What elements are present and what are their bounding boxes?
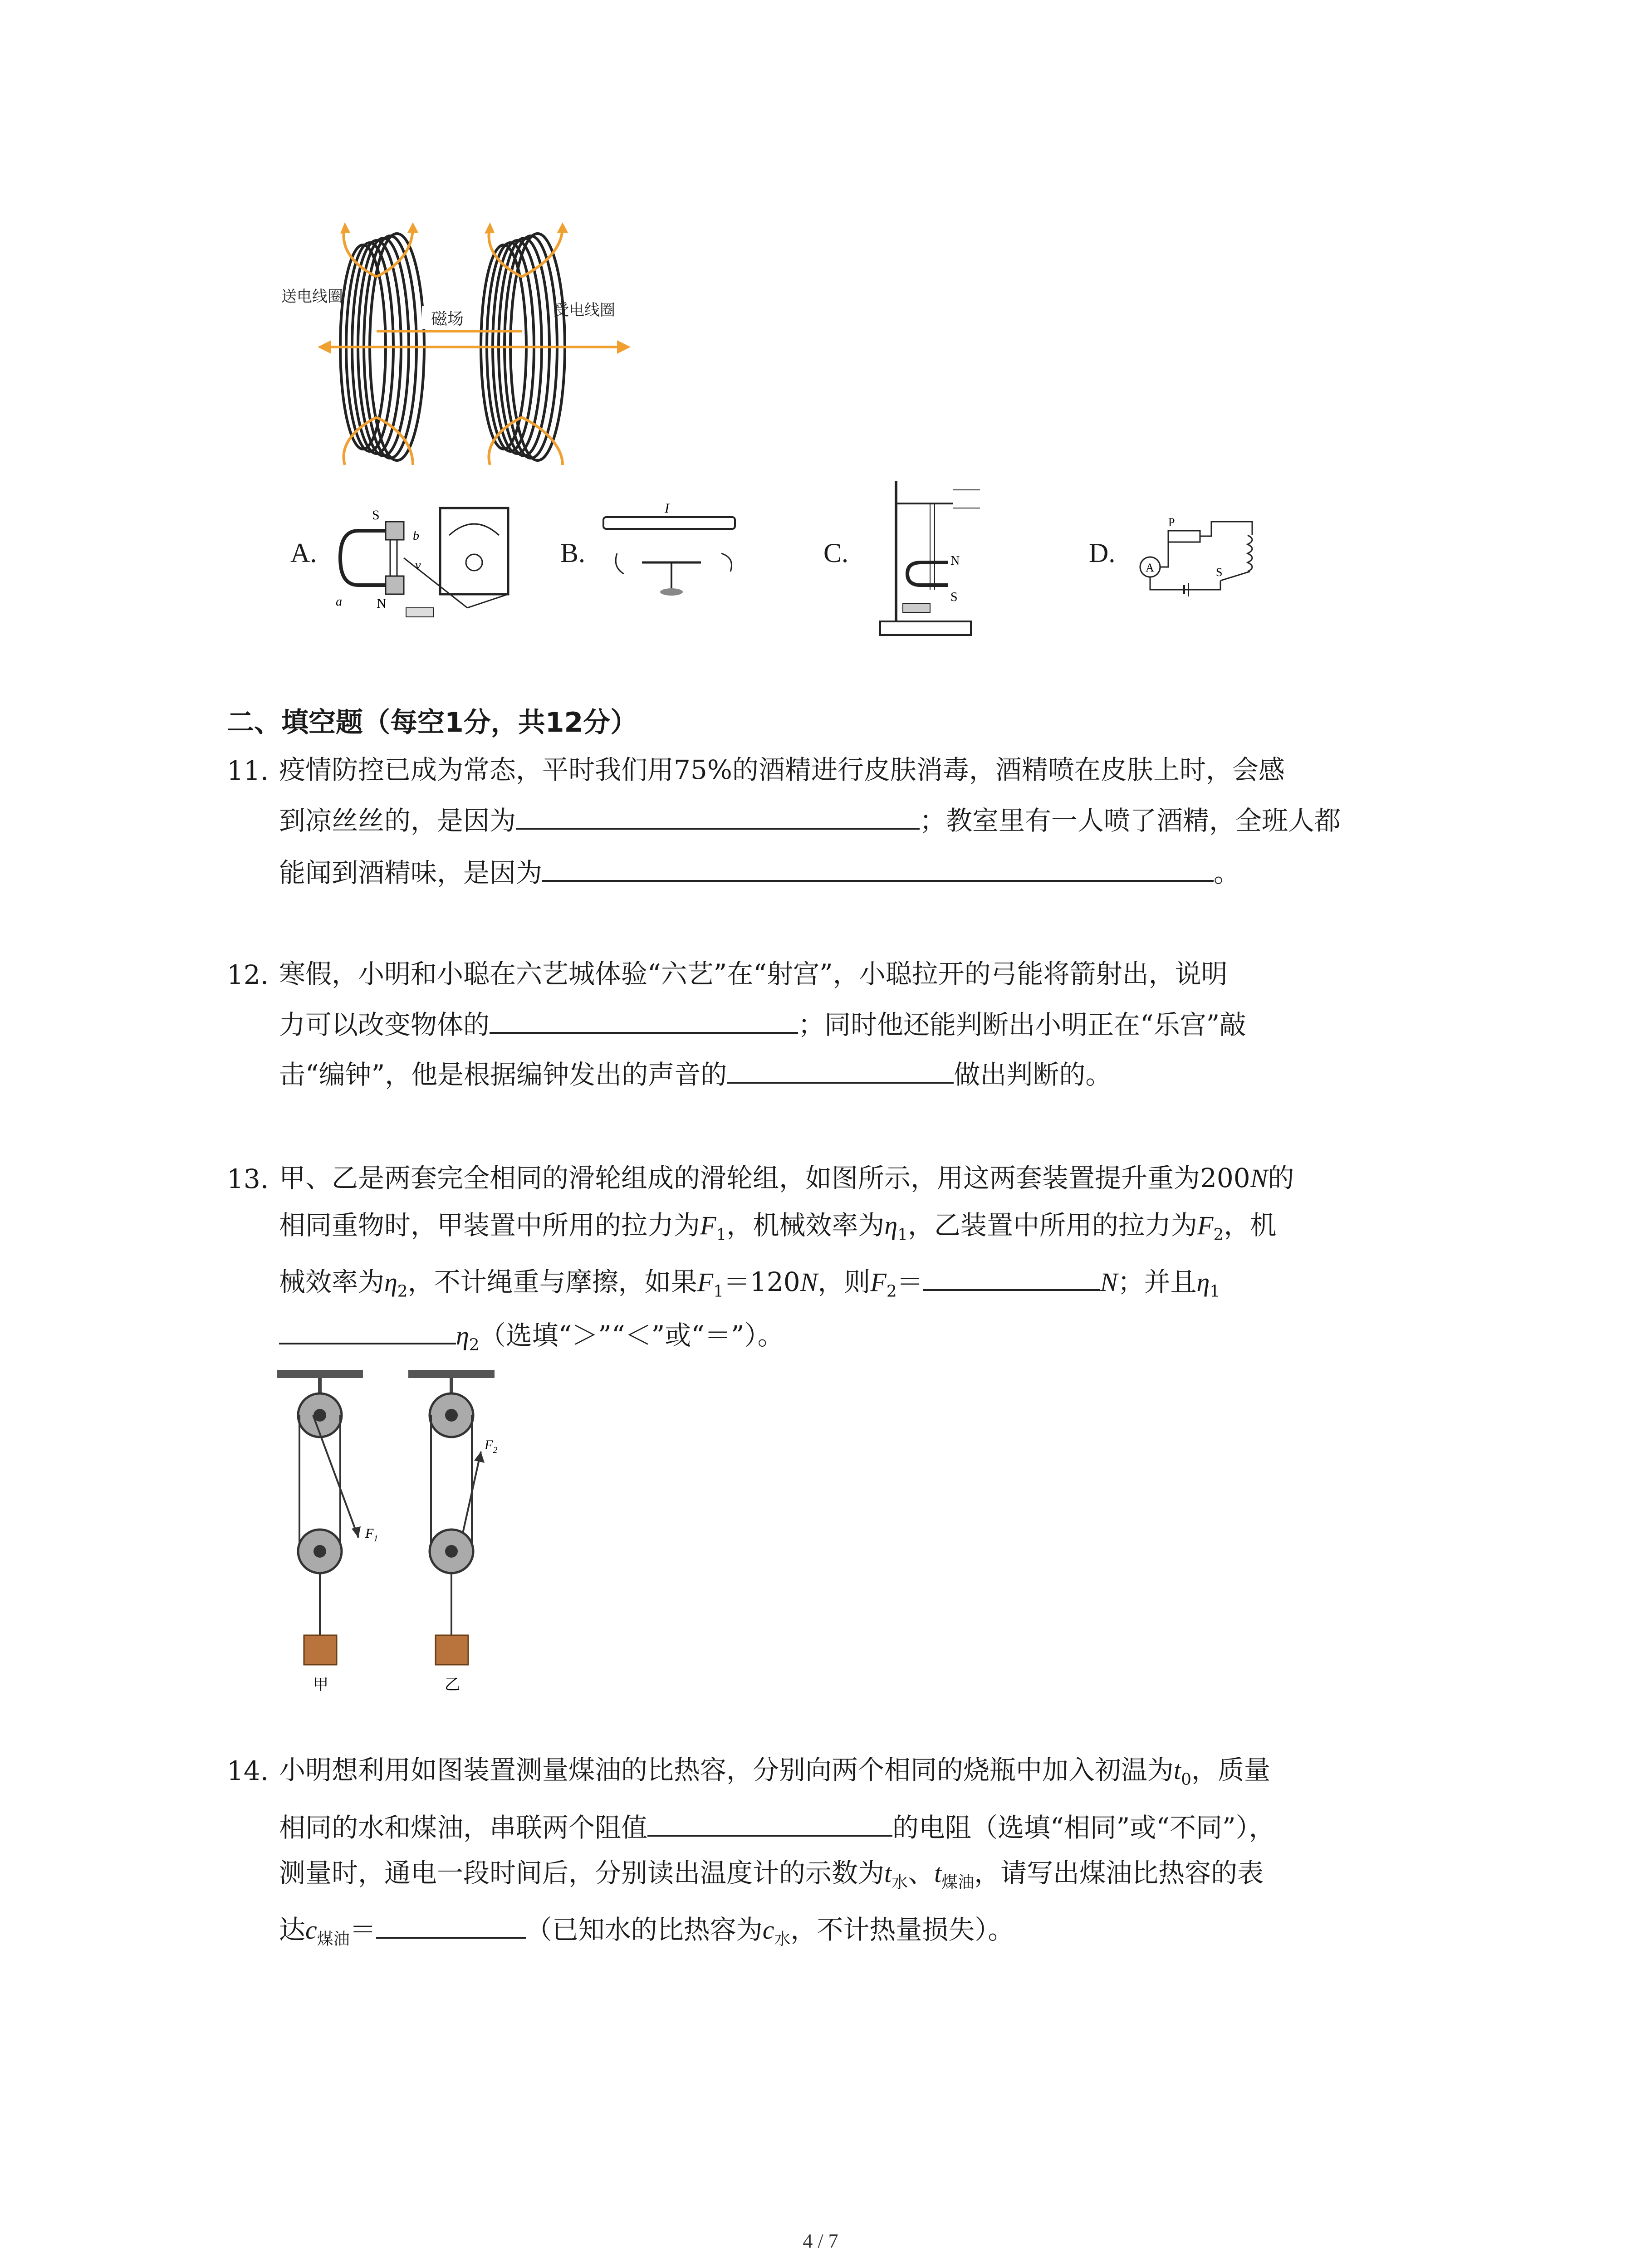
c-s: S	[950, 590, 958, 604]
send-coil-label: 送电线圈	[281, 288, 343, 306]
a-b: b	[413, 529, 419, 543]
q13-line3: 械效率为$\eta_2$，不计绳重与摩擦，如果$F_1=120N$，则$F_2= N$；并且$\eta_1$	[279, 1266, 1220, 1301]
page-number: 4 / 7	[803, 2230, 838, 2252]
f1-label: $F_1$	[365, 1526, 378, 1544]
q13-line1: 甲、乙是两套完全相同的滑轮组成的滑轮组，如图所示，用这两套装置提升重为200N的	[279, 1163, 1294, 1193]
q11-line2: 到凉丝丝的，是因为 ；教室里有一人喷了酒精，全班人都	[279, 805, 1341, 836]
field-lines	[327, 227, 622, 465]
q12-blank2[interactable]	[727, 1059, 954, 1084]
q13-line4: $\eta_2$（选填“＞”“＜”或“＝”）。	[279, 1320, 784, 1354]
q14-line2: 相同的水和煤油，串联两个阻值 的电阻（选填“相同”或“不同”），	[279, 1812, 1275, 1843]
q14-blank2[interactable]	[376, 1914, 526, 1939]
q13-number: 13.	[227, 1163, 269, 1194]
section-title: 二、填空题（每空1分，共12分）	[227, 707, 638, 738]
q14-number: 14.	[227, 1755, 269, 1786]
pulley-yi	[430, 1378, 485, 1665]
q12-number: 12.	[227, 959, 269, 990]
q13-line2: 相同重物时，甲装置中所用的拉力为$F_1$，机械效率为$\eta_1$，乙装置中所用的拉力为$F_2$，机	[279, 1210, 1277, 1244]
coil-figure	[268, 218, 676, 472]
option-a-label: A.	[290, 538, 317, 568]
pulley-figure	[268, 1370, 522, 1696]
q11-line1: 疫情防控已成为常态，平时我们用75%的酒精进行皮肤消毒，酒精喷在皮肤上时，会感	[279, 754, 1285, 785]
label-yi: 乙	[445, 1676, 460, 1694]
q11-blank2[interactable]	[542, 857, 1214, 882]
option-d-figure	[1130, 508, 1275, 599]
option-a-figure	[331, 494, 522, 631]
option-c-label: C.	[823, 538, 849, 568]
option-c-figure	[871, 472, 1007, 644]
q12-line3: 击“编钟”，他是根据编钟发出的声音的 做出判断的。	[279, 1059, 1112, 1090]
receive-coil-label: 受电线圈	[554, 301, 615, 319]
a-v: v	[415, 558, 421, 572]
q12-line1: 寒假，小明和小聪在六艺城体验“六艺”在“射宫”，小聪拉开的弓能将箭射出，说明	[279, 958, 1228, 989]
q14-line1: 小明想利用如图装置测量煤油的比热容，分别向两个相同的烧瓶中加入初温为$t_0$，质量	[279, 1755, 1271, 1789]
a-n: N	[377, 596, 387, 611]
d-p: P	[1168, 516, 1175, 529]
a-s: S	[372, 508, 380, 523]
q11-blank1[interactable]	[516, 805, 920, 830]
q12-line2: 力可以改变物体的 ；同时他还能判断出小明正在“乐宫”敲	[279, 1009, 1246, 1040]
d-s: S	[1216, 566, 1223, 579]
option-d-label: D.	[1089, 538, 1116, 568]
q14-line4: 达$c_{煤油}=$ （已知水的比热容为$c_水$，不计热量损失）。	[279, 1914, 1014, 1949]
q14-blank1[interactable]	[647, 1812, 892, 1837]
field-label: 磁场	[431, 310, 464, 328]
q11-line3: 能闻到酒精味，是因为 。	[279, 857, 1240, 888]
f2-label: $F_2$	[485, 1437, 498, 1455]
a-a: a	[336, 595, 342, 609]
c-n: N	[950, 554, 960, 568]
b-current: I	[665, 501, 669, 516]
label-jia: 甲	[313, 1676, 328, 1694]
q13-blank1[interactable]	[923, 1266, 1100, 1291]
q14-line3: 测量时，通电一段时间后，分别读出温度计的示数为$t_水$、$t_{煤油}$，请写出煤油比热容的表	[279, 1857, 1264, 1892]
option-b-figure	[599, 499, 744, 608]
option-b-label: B.	[560, 538, 586, 568]
q13-blank2[interactable]	[279, 1320, 456, 1344]
q12-blank1[interactable]	[490, 1009, 798, 1034]
q11-number: 11.	[227, 755, 269, 786]
pulley-jia	[298, 1378, 361, 1665]
d-ammeter: A	[1146, 561, 1154, 574]
